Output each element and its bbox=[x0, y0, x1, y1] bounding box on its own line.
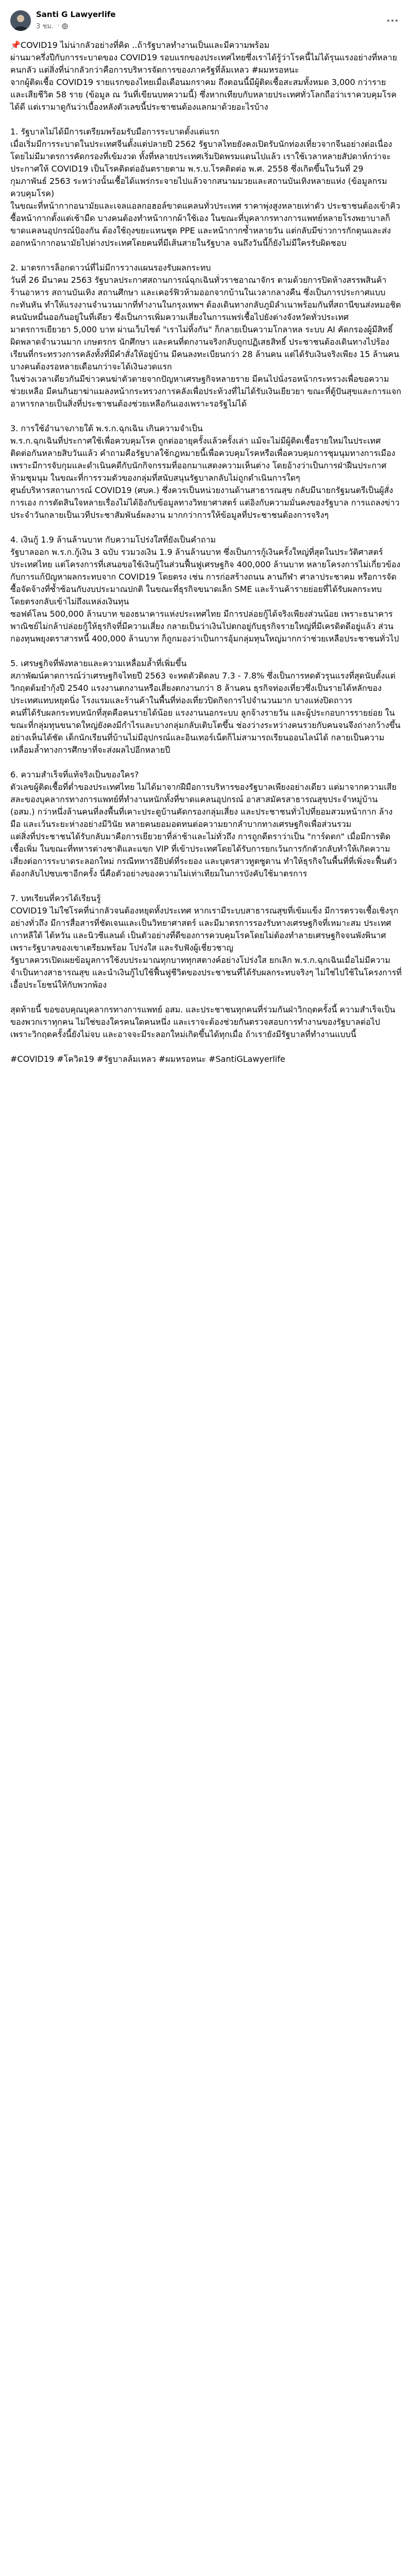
dot-separator: · bbox=[57, 22, 60, 30]
avatar-image bbox=[10, 10, 31, 31]
post-card bbox=[0, 0, 412, 1076]
paragraph-gap bbox=[10, 410, 402, 422]
post-time[interactable]: 3 ชม. bbox=[36, 23, 54, 30]
post-paragraph: ในช่วงเวลาเดียวกันมีข่าวคนฆ่าตัวตายจากปัญหาเศรษฐกิจหลายราย มีคนไปนั่งรอหน้ากระทรวงเพื่อขอความช่วยเหลือ มีคนกินยาฆ่าแมลงหน้ากระทรวงการคลังเพื่อประท้วงที่ไม่ได้รับเงินเยียวยา ขณะที่ตู้ปันสุขและการแจกอาหารกลายเป็นสิ่งที่ประชาชนต้องช่วยเหลือกันเองเพราะรอรัฐไม่ได้ bbox=[10, 374, 402, 409]
paragraph-gap bbox=[10, 521, 402, 534]
paragraph-gap bbox=[10, 113, 402, 126]
post-paragraph: แต่สิ่งที่ประชาชนได้รับกลับมาคือการเยียวยาที่ล่าช้าและไม่ทั่วถึง การถูกตีตราว่าเป็น "การ์ดตก" เมื่อมีการติดเชื้อเพิ่ม ในขณะที่ทหารต่างชาติและแขก VIP ที่เข้าประเทศโดยได้รับการยกเว้นการกักตัวกลับทำให้เกิดความเสี่ยงต่อการระบาดระลอกใหม่ กรณีทหารอียิปต์ที่ระยอง และบุตรสาวทูตซูดาน ทำให้ธุรกิจในพื้นที่ที่เพิ่งจะฟื้นตัวต้องกลับไปซบเซาอีกครั้ง นี่คือตัวอย่างของความไม่เท่าเทียมในการบังคับใช้มาตรการ bbox=[10, 832, 397, 878]
post-header bbox=[10, 7, 402, 34]
author-name[interactable]: Santi G Lawyerlife bbox=[36, 10, 116, 19]
post-paragraph: ซอฟต์โลน 500,000 ล้านบาท ของธนาคารแห่งประเทศไทย มีการปล่อยกู้ได้จริงเพียงส่วนน้อย เพราะธนาคารพาณิชย์ไม่กล้าปล่อยกู้ให้ธุรกิจที่มีความเสี่ยง กลายเป็นว่าเงินไปตกอยู่กับธุรกิจรายใหญ่ที่มีเครดิตดีอยู่แล้ว ส่วนกองทุนพยุงตราสารหนี้ 400,000 ล้านบาท ก็ถูกมองว่าเป็นการอุ้มกลุ่มทุนใหญ่มากกว่าช่วยเหลือประชาชนทั่วไป bbox=[10, 609, 399, 643]
paragraph-gap bbox=[10, 249, 402, 262]
post-paragraph: 5. เศรษฐกิจที่พังทลายและความเหลื่อมล้ำที่เพิ่มขึ้น bbox=[10, 658, 187, 668]
post-paragraph: COVID19 ไม่ใช่โรคที่น่ากลัวจนต้องหยุดทั้งประเทศ หากเรามีระบบสาธารณสุขที่เข้มแข็ง มีการตรวจเชื้อเชิงรุกอย่างทั่วถึง มีการสื่อสารที่ชัดเจนและเป็นวิทยาศาสตร์ และมีมาตรการรองรับทางเศรษฐกิจที่เหมาะสม ประเทศเกาหลีใต้ ไต้หวัน และนิวซีแลนด์ เป็นตัวอย่างที่ดีของการควบคุมโรคโดยไม่ต้องทำลายเศรษฐกิจจนพังพินาศ เพราะรัฐบาลของเขาเตรียมพร้อม โปร่งใส และรับฟังผู้เชี่ยวชาญ bbox=[10, 906, 399, 953]
paragraph-gap bbox=[10, 1041, 402, 1053]
post-paragraph: ผ่านมาครึ่งปีกับการระบาดของ COVID19 รอบแรกของประเทศไทยซึ่งเราได้รู้ว่าโรคนี้ไม่ได้รุนแรงอย่างที่หลายคนกลัว แต่สิ่งที่น่ากลัวกว่าคือการบริหารจัดการของภาครัฐที่ล้มเหลว #ผมหรอหนะ bbox=[10, 53, 397, 75]
post-paragraph: 7. บทเรียนที่ควรได้เรียนรู้ bbox=[10, 893, 101, 903]
paragraph-gap bbox=[10, 880, 402, 892]
paragraph-gap bbox=[10, 991, 402, 1004]
more-options-icon[interactable] bbox=[383, 11, 402, 30]
avatar[interactable] bbox=[10, 10, 31, 31]
post-body bbox=[10, 39, 402, 1065]
post-paragraph: สุดท้ายนี้ ขอขอบคุณบุคลากรทางการแพทย์ อสม. และประชาชนทุกคนที่ร่วมกันฝ่าวิกฤตครั้งนี้ ความสำเร็จเป็นของพวกเราทุกคน ไม่ใช่ของใครคนใดคนหนึ่ง และเราจะต้องช่วยกันตรวจสอบการทำงานของรัฐบาลต่อไป เพราะวิกฤตครั้งนี้ยังไม่จบ และอาจจะมีระลอกใหม่เกิดขึ้นได้ทุกเมื่อ ถ้าเรายังมีรัฐบาลที่ทำงานแบบนี้ bbox=[10, 1005, 396, 1039]
post-paragraph: #COVID19 #โควิด19 #รัฐบาลล้มเหลว #ผมหรอหนะ #SantiGLawyerlife bbox=[10, 1054, 285, 1064]
post-paragraph: วันที่ 26 มีนาคม 2563 รัฐบาลประกาศสถานการณ์ฉุกเฉินทั่วราชอาณาจักร ตามด้วยการปิดห้างสรรพสินค้า ร้านอาหาร สถานบันเทิง สถานศึกษา และเคอร์ฟิวห้ามออกจากบ้านในเวลากลางคืน ซึ่งเป็นการประกาศแบบกะทันหัน ทำให้แรงงานจำนวนมากที่ทำงานในกรุงเทพฯ ต้องเดินทางกลับภูมิลำเนาพร้อมกันที่สถานีขนส่งหมอชิต คนนับหมื่นออกันอยู่ในที่เดียว ซึ่งเป็นการเพิ่มความเสี่ยงในการแพร่เชื้อไปยังต่างจังหวัดทั่วประเทศ bbox=[10, 275, 404, 322]
post-paragraph: รัฐบาลควรเปิดเผยข้อมูลการใช้งบประมาณทุกบาททุกสตางค์อย่างโปร่งใส ยกเลิก พ.ร.ก.ฉุกเฉินเมื่อไม่มีความจำเป็นทางสาธารณสุข และนำเงินกู้ไปใช้ฟื้นฟูชีวิตของประชาชนที่ได้รับผลกระทบจริงๆ ไม่ใช่ไปใช้ในโครงการที่เอื้อประโยชน์ให้กับพวกพ้อง bbox=[10, 955, 402, 990]
paragraph-gap bbox=[10, 645, 402, 657]
post-paragraph: รัฐบาลออก พ.ร.ก.กู้เงิน 3 ฉบับ รวมวงเงิน 1.9 ล้านล้านบาท ซึ่งเป็นการกู้เงินครั้งใหญ่ที่สุดในประวัติศาสตร์ประเทศไทย แต่โครงการที่เสนอขอใช้เงินกู้ในส่วนฟื้นฟูเศรษฐกิจ 400,000 ล้านบาท หลายโครงการไม่เกี่ยวข้องกับการแก้ปัญหาผลกระทบจาก COVID19 โดยตรง เช่น การก่อสร้างถนน ลานกีฬา ศาลาประชาคม หรือการจัดซื้อจัดจ้างที่ซ้ำซ้อนกับงบประมาณปกติ ในขณะที่ธุรกิจขนาดเล็ก SME และร้านค้ารายย่อยที่ได้รับผลกระทบโดยตรงกลับเข้าไม่ถึงแหล่งเงินทุน bbox=[10, 547, 401, 606]
post-paragraph: เมื่อเริ่มมีการระบาดในประเทศจีนตั้งแต่ปลายปี 2562 รัฐบาลไทยยังคงเปิดรับนักท่องเที่ยวจากจีนอย่างต่อเนื่องโดยไม่มีมาตรการคัดกรองที่เข้มงวด ทั้งที่หลายประเทศเริ่มปิดพรมแดนไปแล้ว เราใช้เวลาหลายสัปดาห์กว่าจะประกาศให้ COVID19 เป็นโรคติดต่ออันตรายตาม พ.ร.บ.โรคติดต่อ พ.ศ. 2558 ซึ่งเกิดขึ้นในวันที่ 29 กุมภาพันธ์ 2563 ระหว่างนั้นเชื้อได้แพร่กระจายไปแล้วจากสนามมวยและสถานบันเทิงหลายแห่ง (ข้อมูลกรมควบคุมโรค) bbox=[10, 139, 392, 198]
globe-icon bbox=[62, 23, 68, 29]
post-paragraph: สภาพัฒน์คาดการณ์ว่าเศรษฐกิจไทยปี 2563 จะหดตัวติดลบ 7.3 - 7.8% ซึ่งเป็นการหดตัวรุนแรงที่สุดนับตั้งแต่วิกฤตต้มยำกุ้งปี 2540 แรงงานตกงานหรือเสี่ยงตกงานกว่า 8 ล้านคน ธุรกิจท่องเที่ยวซึ่งเป็นรายได้หลักของประเทศแทบหยุดนิ่ง โรงแรมและร้านค้าในพื้นที่ท่องเที่ยวปิดกิจการไปจำนวนมาก บางแห่งปิดถาวร bbox=[10, 671, 396, 705]
post-paragraph: จากผู้ติดเชื้อ COVID19 รายแรกของไทยเมื่อเดือนมกราคม ถึงตอนนี้มีผู้ติดเชื้อสะสมทั้งหมด 3,000 กว่าราย และเสียชีวิต 58 ราย (ข้อมูล ณ วันที่เขียนบทความนี้) ซึ่งหากเทียบกับหลายประเทศทั่วโลกถือว่าเราควบคุมโรคได้ดี แต่เรามาดูกันว่าเบื้องหลังตัวเลขนี้ประชาชนต้องแลกมาด้วยอะไรบ้าง bbox=[10, 77, 397, 112]
paragraph-gap bbox=[10, 756, 402, 769]
post-paragraph: ในขณะที่หน้ากากอนามัยและเจลแอลกอฮอล์ขาดแคลนทั่วประเทศ ราคาพุ่งสูงหลายเท่าตัว ประชาชนต้องเข้าคิวซื้อหน้ากากตั้งแต่เช้ามืด บางคนต้องทำหน้ากากผ้าใช้เอง ในขณะที่บุคลากรทางการแพทย์หลายโรงพยาบาลก็ขาดแคลนอุปกรณ์ป้องกัน ต้องใช้ถุงขยะแทนชุด PPE และหน้ากากซ้ำหลายวัน แต่กลับมีข่าวการกักตุนและส่งออกหน้ากากอนามัยไปต่างประเทศโดยคนที่มีเส้นสายในรัฐบาล จนถึงวันนี้ก็ยังไม่มีใครรับผิดชอบ bbox=[10, 201, 400, 248]
post-paragraph: ตัวเลขผู้ติดเชื้อที่ต่ำของประเทศไทย ไม่ได้มาจากฝีมือการบริหารของรัฐบาลเพียงอย่างเดียว แต่มาจากความเสียสละของบุคลากรทางการแพทย์ที่ทำงานหนักทั้งที่ขาดแคลนอุปกรณ์ อาสาสมัครสาธารณสุขประจำหมู่บ้าน (อสม.) กว่าหนึ่งล้านคนที่ลงพื้นที่เคาะประตูบ้านคัดกรองกลุ่มเสี่ยง และประชาชนทั่วไปที่ยอมสวมหน้ากาก ล้างมือ และเว้นระยะห่างอย่างมีวินัย หลายคนยอมอดทนต่อความยากลำบากทางเศรษฐกิจเพื่อส่วนรวม bbox=[10, 782, 397, 829]
post-paragraph: ศูนย์บริหารสถานการณ์ COVID19 (ศบค.) ซึ่งควรเป็นหน่วยงานด้านสาธารณสุข กลับมีนายกรัฐมนตรีเป็นผู้สั่งการเอง การตัดสินใจหลายเรื่องไม่ได้อิงกับข้อมูลทางวิทยาศาสตร์ แต่อิงกับความมั่นคงของรัฐบาล การแถลงข่าวประจำวันกลายเป็นเวทีประชาสัมพันธ์ผลงาน มากกว่าการให้ข้อมูลที่ประชาชนต้องการจริงๆ bbox=[10, 485, 400, 520]
post-paragraph: มาตรการเยียวยา 5,000 บาท ผ่านเว็บไซต์ "เราไม่ทิ้งกัน" ก็กลายเป็นความโกลาหล ระบบ AI คัดกรองผู้มีสิทธิ์ผิดพลาดจำนวนมาก เกษตรกร นักศึกษา และคนที่ตกงานจริงกลับถูกปฏิเสธสิทธิ์ ประชาชนต้องเดินทางไปร้องเรียนที่กระทรวงการคลังทั้งที่มีคำสั่งให้อยู่บ้าน มีคนลงทะเบียนกว่า 28 ล้านคน แต่ได้รับเงินจริงเพียง 15 ล้านคน บางคนต้องรอหลายเดือนกว่าจะได้เงินงวดแรก bbox=[10, 325, 402, 371]
author-block bbox=[36, 10, 116, 31]
post-meta bbox=[36, 21, 116, 31]
post-paragraph: 1. รัฐบาลไม่ได้มีการเตรียมพร้อมรับมือการระบาดตั้งแต่แรก bbox=[10, 127, 219, 137]
post-paragraph: 3. การใช้อำนาจภายใต้ พ.ร.ก.ฉุกเฉิน เกินความจำเป็น bbox=[10, 423, 203, 433]
post-paragraph: คนที่ได้รับผลกระทบหนักที่สุดคือคนรายได้น้อย แรงงานนอกระบบ ลูกจ้างรายวัน และผู้ประกอบการรายย่อย ในขณะที่กลุ่มทุนขนาดใหญ่ยังคงมีกำไรและบางกลุ่มกลับเติบโตขึ้น ช่องว่างระหว่างคนรวยกับคนจนจึงถ่างกว้างขึ้นอย่างเห็นได้ชัด เด็กนักเรียนที่บ้านไม่มีอุปกรณ์และอินเทอร์เน็ตก็ไม่สามารถเรียนออนไลน์ได้ กลายเป็นความเหลื่อมล้ำทางการศึกษาที่จะส่งผลไปอีกหลายปี bbox=[10, 708, 401, 755]
post-paragraph: 4. เงินกู้ 1.9 ล้านล้านบาท กับความโปร่งใสที่ยังเป็นคำถาม bbox=[10, 535, 216, 545]
post-paragraph: 2. มาตรการล็อกดาวน์ที่ไม่มีการวางแผนรองรับผลกระทบ bbox=[10, 263, 211, 273]
post-paragraph: 6. ความสำเร็จที่แท้จริงเป็นของใคร? bbox=[10, 770, 139, 779]
post-paragraph: 📌COVID19 ไม่น่ากลัวอย่างที่คิด ..ถ้ารัฐบาลทำงานเป็นและมีความพร้อม bbox=[10, 40, 270, 50]
post-paragraph: พ.ร.ก.ฉุกเฉินที่ประกาศใช้เพื่อควบคุมโรค ถูกต่ออายุครั้งแล้วครั้งเล่า แม้จะไม่มีผู้ติดเชื้อรายใหม่ในประเทศติดต่อกันหลายสิบวันแล้ว คำถามคือรัฐบาลใช้กฎหมายนี้เพื่อควบคุมโรคหรือเพื่อควบคุมการชุมนุมทางการเมือง เพราะมีการจับกุมและดำเนินคดีกับนักกิจกรรมที่ออกมาแสดงความเห็นต่าง โดยอ้างว่าเป็นการฝ่าฝืนประกาศห้ามชุมนุม ในขณะที่การรวมตัวของกลุ่มที่สนับสนุนรัฐบาลกลับไม่ถูกดำเนินการใดๆ bbox=[10, 436, 398, 483]
